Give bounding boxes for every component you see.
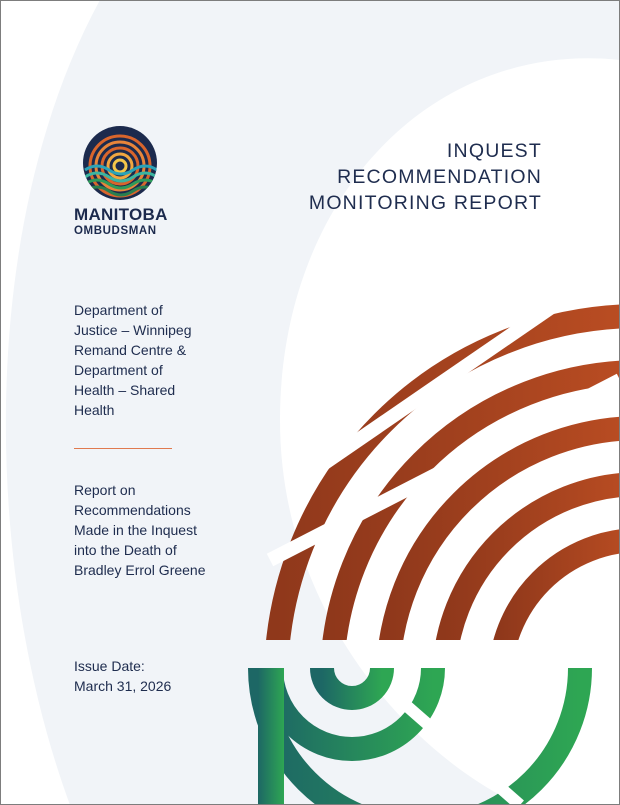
report-description [74,480,234,580]
description-line: Bradley Errol Greene [74,562,206,578]
issue-date-value: March 31, 2026 [74,678,172,694]
report-title [242,138,542,216]
department-line: Department of [74,362,163,378]
section-divider [74,448,172,449]
report-title-line: MONITORING REPORT [308,192,542,214]
description-line: Recommendations [74,502,191,518]
issue-date-label: Issue Date: [74,658,145,674]
manitoba-ombudsman-emblem-icon [83,126,157,200]
department-line: Department of [74,302,163,318]
description-line: Report on [74,482,136,498]
department-name [74,300,234,420]
description-line: into the Death of [74,542,177,558]
department-line: Health – Shared [74,382,176,398]
description-line: Made in the Inquest [74,522,197,538]
organization-subname: OMBUDSMAN [74,225,157,237]
department-line: Justice – Winnipeg [74,322,192,338]
report-title-line: RECOMMENDATION [337,166,542,188]
department-line: Remand Centre & [74,342,187,358]
issue-date [74,656,234,696]
organization-name: MANITOBA [74,205,168,224]
report-title-line: INQUEST [446,140,542,162]
department-line: Health [74,402,115,418]
